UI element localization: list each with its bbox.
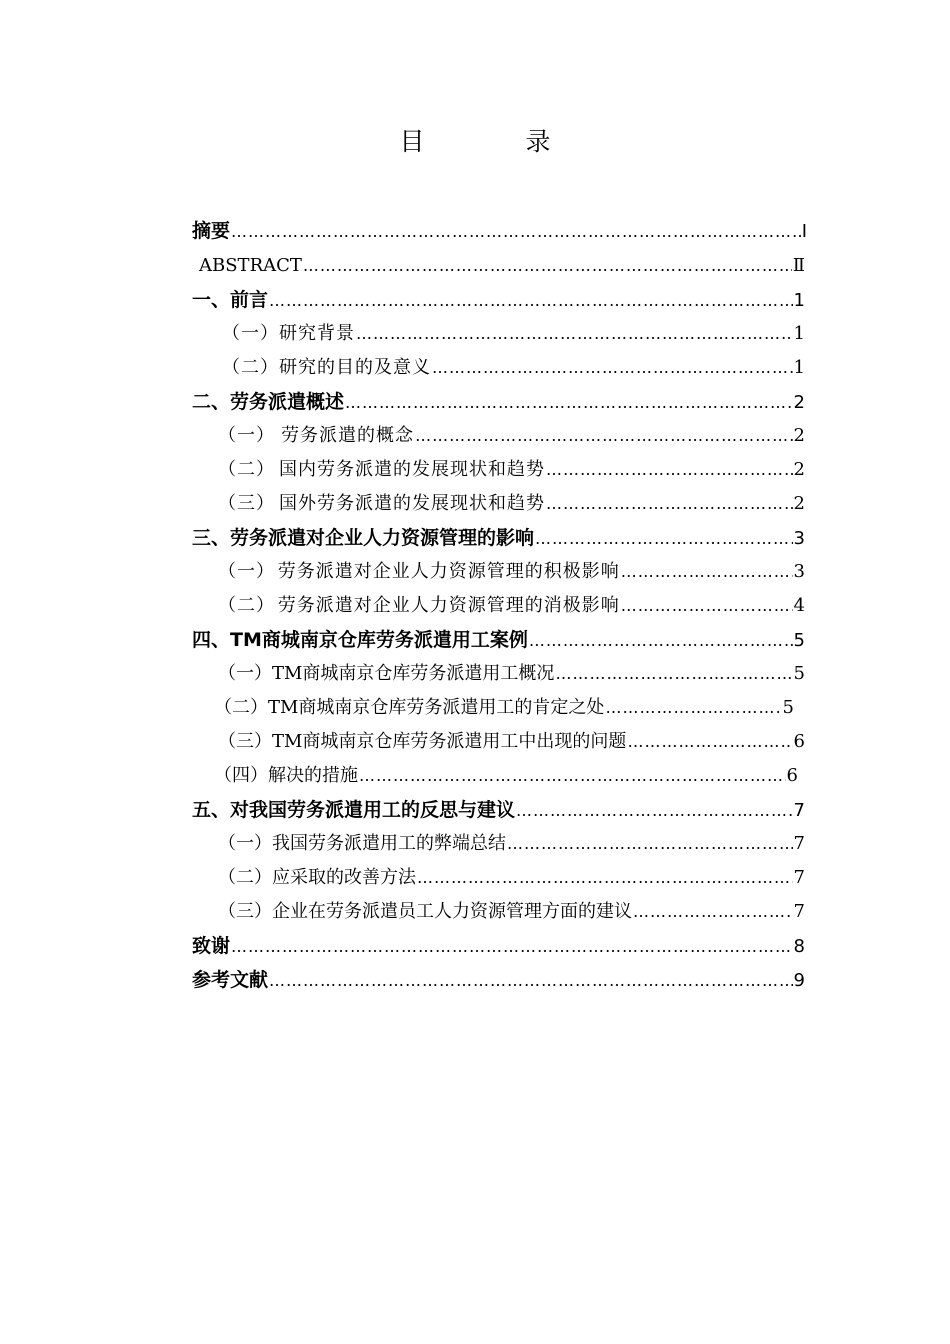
toc-entry-abstract-cn[interactable] [192, 214, 805, 248]
toc-entry-label: （三）TM商城南京仓库劳务派遣用工中出现的问题 [218, 731, 627, 752]
toc-entry-page: 7 [793, 833, 805, 854]
toc-entry-label: （二）应采取的改善方法 [218, 867, 416, 888]
toc-entry-1-2[interactable] [222, 351, 805, 385]
toc-entry-label: （一）研究背景 [222, 323, 355, 344]
toc-entry-label: （一）我国劳务派遣用工的弊端总结 [218, 833, 506, 854]
toc-entry-page: Ⅰ [801, 221, 807, 242]
toc-entry-page: 1 [793, 357, 805, 378]
toc-entry-references[interactable] [192, 963, 805, 997]
toc-entry-prefix: （一） [218, 425, 275, 446]
toc-entry-page: 5 [793, 663, 805, 684]
toc-entry-abstract-en[interactable] [199, 249, 805, 283]
toc-entry-prefix: （二） [218, 595, 275, 616]
toc-entry-label: （二）研究的目的及意义 [222, 357, 431, 378]
toc-entry-4-2[interactable] [214, 691, 794, 725]
toc-entry-5-1[interactable] [218, 827, 805, 861]
toc-entry-page: 2 [793, 459, 805, 480]
toc-entry-page: 7 [793, 867, 805, 888]
toc-entry-label: 国外劳务派遣的发展现状和趋势 [278, 493, 545, 514]
toc-entry-acknowledgements[interactable] [192, 929, 805, 963]
toc-entry-label: （一）TM商城南京仓库劳务派遣用工概况 [218, 663, 555, 684]
toc-entry-page: 4 [793, 595, 805, 616]
toc-entry-label: ABSTRACT [199, 255, 302, 276]
toc-entry-chapter-2[interactable] [192, 385, 805, 419]
toc-entry-label: （四）解决的措施 [214, 765, 358, 786]
toc-entry-chapter-4[interactable] [192, 623, 805, 657]
toc-entry-5-3[interactable] [218, 895, 805, 929]
toc-entry-prefix: （一） [218, 561, 275, 582]
toc-entry-4-4[interactable] [214, 759, 798, 793]
toc-entry-label: 劳务派遣对企业人力资源管理的积极影响 [277, 561, 620, 582]
toc-entry-label: （三）企业在劳务派遣员工人力资源管理方面的建议 [218, 901, 632, 922]
toc-entry-5-2[interactable] [218, 861, 805, 895]
toc-entry-label: 参考文献 [192, 969, 269, 991]
toc-entry-page: 1 [793, 290, 805, 311]
toc-entry-page: 3 [793, 561, 805, 582]
toc-entry-prefix: （三） [218, 493, 275, 514]
toc-entry-3-2[interactable] [218, 589, 805, 623]
toc-entry-label: 国内劳务派遣的发展现状和趋势 [278, 459, 545, 480]
toc-entry-4-1[interactable] [218, 657, 805, 691]
toc-entry-page: 7 [793, 901, 805, 922]
page-title: 目 录 [399, 127, 589, 156]
toc-entry-page: 5 [782, 697, 794, 718]
toc-entry-page: 6 [786, 765, 798, 786]
toc-entry-label: 一、前言 [192, 289, 269, 311]
toc-entry-2-1[interactable] [218, 419, 805, 453]
toc-entry-page: 1 [793, 323, 805, 344]
toc-entry-page: Ⅱ [792, 255, 805, 276]
toc-entry-chapter-3[interactable] [192, 521, 805, 555]
toc-entry-page: 8 [793, 936, 805, 957]
toc-entry-label: 二、劳务派遣概述 [192, 391, 345, 413]
toc-entry-page: 2 [793, 493, 805, 514]
toc-entry-page: 2 [793, 392, 805, 413]
toc-entry-label: （二）TM商城南京仓库劳务派遣用工的肯定之处 [214, 697, 605, 718]
toc-entry-page: 7 [793, 800, 805, 821]
toc-entry-label: 劳务派遣的概念 [281, 425, 415, 446]
toc-entry-3-1[interactable] [218, 555, 805, 589]
toc-entry-label: 五、对我国劳务派遣用工的反思与建议 [192, 799, 516, 821]
toc-entry-label: 致谢 [192, 935, 231, 957]
toc-entry-label: 三、劳务派遣对企业人力资源管理的影响 [192, 527, 535, 549]
toc-entry-label: 四、TM商城南京仓库劳务派遣用工案例 [192, 629, 528, 651]
toc-entry-label: 劳务派遣对企业人力资源管理的消极影响 [277, 595, 620, 616]
toc-entry-page: 5 [793, 630, 805, 651]
toc-entry-2-3[interactable] [218, 487, 805, 521]
toc-entry-1-1[interactable] [222, 317, 805, 351]
toc-entry-2-2[interactable] [218, 453, 805, 487]
toc-entry-page: 6 [793, 731, 805, 752]
toc-entry-page: 2 [793, 425, 805, 446]
toc-entry-chapter-1[interactable] [192, 283, 805, 317]
toc-entry-prefix: （二） [218, 459, 275, 480]
toc-entry-chapter-5[interactable] [192, 793, 805, 827]
toc-entry-page: 3 [793, 528, 805, 549]
toc-entry-label: 摘要 [192, 220, 231, 242]
toc-entry-4-3[interactable] [218, 725, 805, 759]
toc-entry-page: 9 [793, 970, 805, 991]
